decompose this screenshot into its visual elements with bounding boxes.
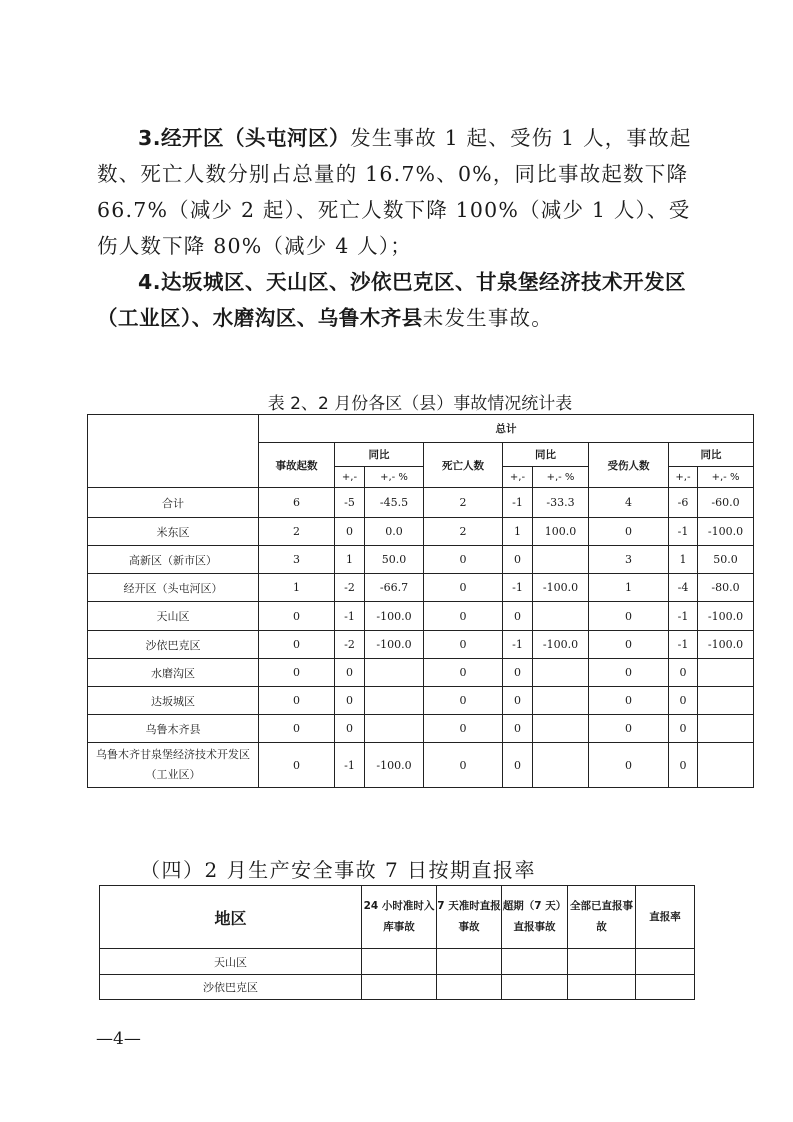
table-row bbox=[88, 488, 754, 518]
cell-injuries: 0 bbox=[589, 631, 669, 659]
cell-deaths-diff: 0 bbox=[503, 602, 533, 631]
cell-deaths: 0 bbox=[424, 602, 503, 631]
cell-deaths-diff: 1 bbox=[503, 518, 533, 546]
table-1-caption: 表 2、2 月份各区（县）事故情况统计表 bbox=[267, 394, 573, 414]
cell-deaths: 0 bbox=[424, 687, 503, 715]
group-header-total: 总计 bbox=[259, 415, 754, 443]
table-row bbox=[88, 518, 754, 546]
header-deaths: 死亡人数 bbox=[424, 443, 503, 488]
cell-injuries-diff: -4 bbox=[669, 574, 698, 602]
row-region-name: 天山区 bbox=[88, 602, 259, 631]
cell-accidents: 0 bbox=[259, 715, 335, 743]
subheader-pct: +,- % bbox=[533, 467, 589, 488]
cell-accidents: 0 bbox=[259, 602, 335, 631]
table-row bbox=[88, 715, 754, 743]
table-row bbox=[88, 602, 754, 631]
cell-deaths: 2 bbox=[424, 518, 503, 546]
cell-deaths-pct: -100.0 bbox=[533, 574, 589, 602]
cell-injuries-diff: -6 bbox=[669, 488, 698, 518]
cell-accidents-pct: -100.0 bbox=[365, 631, 424, 659]
table-row bbox=[100, 949, 695, 975]
cell-accidents-diff: 0 bbox=[335, 687, 365, 715]
cell-accidents-diff: 0 bbox=[335, 518, 365, 546]
table-row bbox=[88, 546, 754, 574]
row-region-name: 天山区 bbox=[100, 949, 362, 975]
cell-7day-ontime bbox=[437, 975, 502, 1000]
cell-deaths: 0 bbox=[424, 715, 503, 743]
header-accidents: 事故起数 bbox=[259, 443, 335, 488]
cell-accidents: 0 bbox=[259, 631, 335, 659]
cell-7day-ontime bbox=[437, 949, 502, 975]
header-yoy-injuries: 同比 bbox=[669, 443, 754, 467]
cell-injuries-diff: 0 bbox=[669, 715, 698, 743]
paragraph-3-text: 发生事故 1 起、受伤 1 人，事故起数、死亡人数分别占总量的 16.7%、0%，同比事故起数下降 66.7%（减少 2 起）、死亡人数下降 100%（减少 1 人）、受伤人数下降 80%（减少 4 人）； bbox=[97, 126, 692, 258]
cell-accidents: 2 bbox=[259, 518, 335, 546]
section-4-title: （四）2 月生产安全事故 7 日按期直报率 bbox=[140, 858, 537, 882]
cell-deaths-diff: -1 bbox=[503, 488, 533, 518]
corner-cell bbox=[88, 415, 259, 488]
cell-injuries: 3 bbox=[589, 546, 669, 574]
header-injuries: 受伤人数 bbox=[589, 443, 669, 488]
cell-deaths-pct bbox=[533, 743, 589, 788]
row-region-name: 合计 bbox=[88, 488, 259, 518]
cell-accidents-pct: -66.7 bbox=[365, 574, 424, 602]
cell-deaths-pct: -33.3 bbox=[533, 488, 589, 518]
cell-overdue bbox=[502, 975, 568, 1000]
cell-injuries: 1 bbox=[589, 574, 669, 602]
cell-injuries-pct bbox=[698, 659, 754, 687]
cell-injuries-pct: -100.0 bbox=[698, 602, 754, 631]
cell-deaths-diff: 0 bbox=[503, 715, 533, 743]
subheader-diff: +,- bbox=[503, 467, 533, 488]
header-region: 地区 bbox=[100, 886, 362, 949]
cell-accidents-pct: -100.0 bbox=[365, 743, 424, 788]
cell-injuries: 0 bbox=[589, 715, 669, 743]
cell-all-reported bbox=[568, 975, 636, 1000]
cell-accidents: 0 bbox=[259, 743, 335, 788]
cell-injuries-pct: -60.0 bbox=[698, 488, 754, 518]
header-report-rate: 直报率 bbox=[636, 886, 695, 949]
cell-deaths: 0 bbox=[424, 659, 503, 687]
row-region-name: 米东区 bbox=[88, 518, 259, 546]
cell-accidents: 1 bbox=[259, 574, 335, 602]
cell-injuries-diff: 1 bbox=[669, 546, 698, 574]
cell-injuries-pct bbox=[698, 743, 754, 788]
row-region-name: 达坂城区 bbox=[88, 687, 259, 715]
row-region-name: 水磨沟区 bbox=[88, 659, 259, 687]
cell-deaths-diff: -1 bbox=[503, 574, 533, 602]
cell-injuries: 0 bbox=[589, 659, 669, 687]
cell-injuries: 0 bbox=[589, 687, 669, 715]
header-all-reported: 全部已直报事故 bbox=[568, 886, 636, 949]
header-yoy-deaths: 同比 bbox=[503, 443, 589, 467]
cell-deaths-pct bbox=[533, 659, 589, 687]
header-24h-ontime: 24 小时准时入库事故 bbox=[362, 886, 437, 949]
cell-report-rate bbox=[636, 975, 695, 1000]
cell-injuries-pct bbox=[698, 715, 754, 743]
cell-injuries-diff: -1 bbox=[669, 602, 698, 631]
row-region-name: 高新区（新市区） bbox=[88, 546, 259, 574]
cell-24h-ontime bbox=[362, 975, 437, 1000]
cell-accidents: 6 bbox=[259, 488, 335, 518]
cell-accidents-diff: -2 bbox=[335, 574, 365, 602]
cell-deaths-diff: 0 bbox=[503, 687, 533, 715]
cell-accidents-diff: -1 bbox=[335, 743, 365, 788]
cell-injuries: 4 bbox=[589, 488, 669, 518]
cell-injuries-pct: -100.0 bbox=[698, 631, 754, 659]
paragraph-4-lead: 4.达坂城区、天山区、沙依巴克区、甘泉堡经济技术开发区（工业区）、水磨沟区、乌鲁木齐县 bbox=[97, 270, 687, 330]
cell-deaths-diff: -1 bbox=[503, 631, 533, 659]
table-row bbox=[88, 743, 754, 788]
cell-accidents-pct bbox=[365, 687, 424, 715]
cell-deaths: 2 bbox=[424, 488, 503, 518]
subheader-pct: +,- % bbox=[365, 467, 424, 488]
cell-report-rate bbox=[636, 949, 695, 975]
table-row bbox=[88, 659, 754, 687]
header-yoy-accidents: 同比 bbox=[335, 443, 424, 467]
cell-accidents-pct: -45.5 bbox=[365, 488, 424, 518]
cell-deaths: 0 bbox=[424, 631, 503, 659]
cell-accidents-pct: 0.0 bbox=[365, 518, 424, 546]
subheader-pct: +,- % bbox=[698, 467, 754, 488]
row-region-name: 乌鲁木齐甘泉堡经济技术开发区（工业区） bbox=[88, 743, 259, 788]
cell-accidents: 0 bbox=[259, 687, 335, 715]
cell-injuries-pct: -80.0 bbox=[698, 574, 754, 602]
cell-injuries: 0 bbox=[589, 743, 669, 788]
cell-deaths-pct bbox=[533, 687, 589, 715]
header-7day-ontime: 7 天准时直报事故 bbox=[437, 886, 502, 949]
cell-accidents-diff: 0 bbox=[335, 659, 365, 687]
cell-injuries: 0 bbox=[589, 602, 669, 631]
cell-accidents-diff: -2 bbox=[335, 631, 365, 659]
cell-overdue bbox=[502, 949, 568, 975]
cell-deaths-diff: 0 bbox=[503, 743, 533, 788]
cell-deaths: 0 bbox=[424, 574, 503, 602]
cell-accidents-diff: -5 bbox=[335, 488, 365, 518]
row-region-name: 经开区（头屯河区） bbox=[88, 574, 259, 602]
cell-deaths: 0 bbox=[424, 546, 503, 574]
table-row bbox=[88, 631, 754, 659]
cell-accidents-pct bbox=[365, 715, 424, 743]
cell-deaths-pct bbox=[533, 602, 589, 631]
cell-deaths-diff: 0 bbox=[503, 659, 533, 687]
page-number: —4— bbox=[96, 1029, 141, 1049]
cell-deaths-pct bbox=[533, 546, 589, 574]
subheader-diff: +,- bbox=[669, 467, 698, 488]
table-row bbox=[88, 687, 754, 715]
direct-report-body bbox=[100, 949, 695, 1000]
cell-deaths-pct: 100.0 bbox=[533, 518, 589, 546]
cell-all-reported bbox=[568, 949, 636, 975]
paragraph-4-text: 未发生事故。 bbox=[422, 306, 553, 330]
cell-deaths-diff: 0 bbox=[503, 546, 533, 574]
table-row bbox=[100, 975, 695, 1000]
cell-injuries-diff: -1 bbox=[669, 631, 698, 659]
paragraph-4 bbox=[97, 264, 709, 336]
cell-injuries-diff: 0 bbox=[669, 687, 698, 715]
direct-report-rate-table bbox=[99, 885, 695, 1000]
cell-injuries-diff: -1 bbox=[669, 518, 698, 546]
cell-accidents-diff: 0 bbox=[335, 715, 365, 743]
cell-accidents-diff: -1 bbox=[335, 602, 365, 631]
cell-accidents-pct: -100.0 bbox=[365, 602, 424, 631]
cell-injuries-diff: 0 bbox=[669, 743, 698, 788]
cell-accidents-diff: 1 bbox=[335, 546, 365, 574]
row-region-name: 乌鲁木齐县 bbox=[88, 715, 259, 743]
paragraph-3-lead: 3.经开区（头屯河区） bbox=[138, 126, 351, 150]
subheader-diff: +,- bbox=[335, 467, 365, 488]
cell-injuries-pct: -100.0 bbox=[698, 518, 754, 546]
cell-deaths: 0 bbox=[424, 743, 503, 788]
cell-accidents-pct: 50.0 bbox=[365, 546, 424, 574]
table-row bbox=[88, 574, 754, 602]
cell-injuries-pct bbox=[698, 687, 754, 715]
cell-deaths-pct: -100.0 bbox=[533, 631, 589, 659]
cell-accidents: 3 bbox=[259, 546, 335, 574]
cell-24h-ontime bbox=[362, 949, 437, 975]
row-region-name: 沙依巴克区 bbox=[100, 975, 362, 1000]
accident-stats-table bbox=[87, 414, 754, 788]
paragraph-3 bbox=[97, 120, 709, 264]
row-region-name: 沙依巴克区 bbox=[88, 631, 259, 659]
cell-injuries: 0 bbox=[589, 518, 669, 546]
header-overdue: 超期（7 天）直报事故 bbox=[502, 886, 568, 949]
cell-accidents: 0 bbox=[259, 659, 335, 687]
cell-injuries-diff: 0 bbox=[669, 659, 698, 687]
cell-deaths-pct bbox=[533, 715, 589, 743]
cell-accidents-pct bbox=[365, 659, 424, 687]
accident-stats-body bbox=[88, 488, 754, 788]
cell-injuries-pct: 50.0 bbox=[698, 546, 754, 574]
